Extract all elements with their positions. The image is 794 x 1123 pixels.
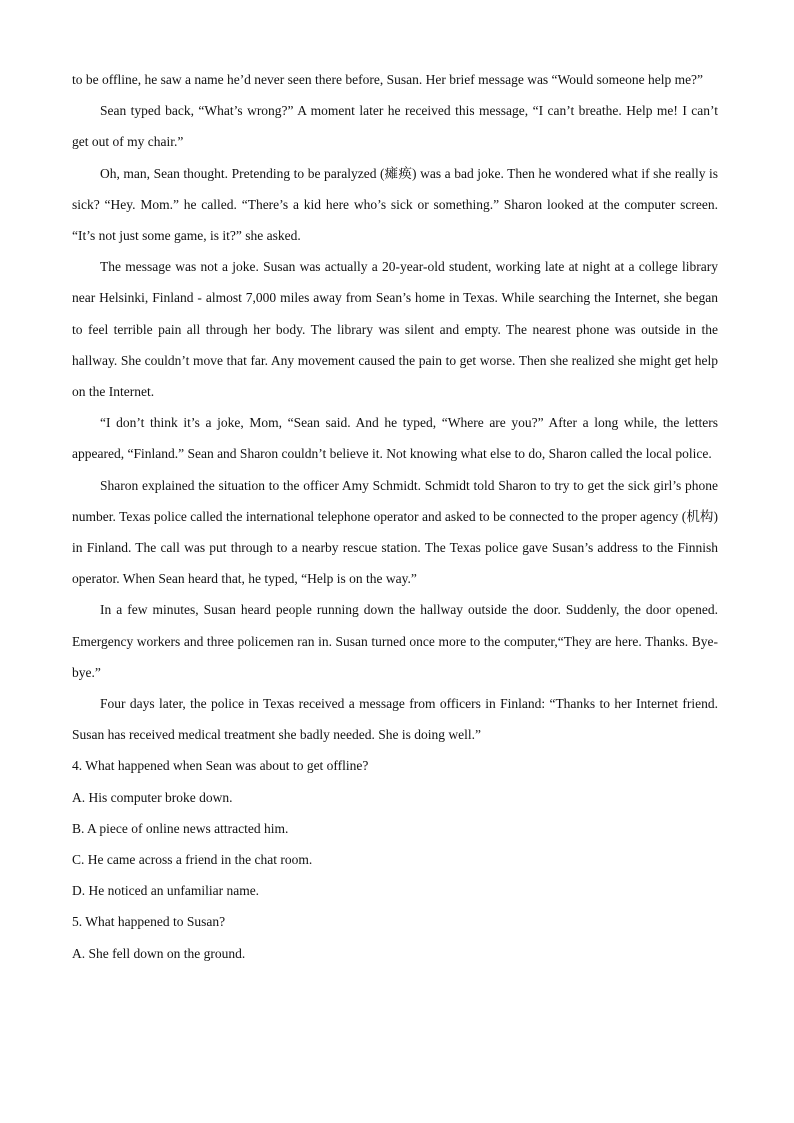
- question-5-option-a: A. She fell down on the ground.: [72, 945, 246, 961]
- question-5: [72, 906, 718, 968]
- question-4-stem: 4. What happened when Sean was about to get offline?: [72, 758, 369, 774]
- passage-paragraph-4: The message was not a joke. Susan was actually a 20-year-old student, working late at night at a college library near Helsinki, Finland - almost 7,000 miles away from Sean’s home in Texas. While searching the Internet, she began to feel terrible pain all through her body. The library was silent and empty. The nearest phone was outside in the hallway. She couldn’t move that far. Any movement caused the pain to get worse. Then she realized she might get help on the Internet.: [72, 259, 718, 400]
- reading-passage: [72, 64, 718, 750]
- question-5-stem: 5. What happened to Susan?: [72, 914, 226, 930]
- question-4-option-b: B. A piece of online news attracted him.: [72, 820, 289, 836]
- passage-paragraph-6: Sharon explained the situation to the officer Amy Schmidt. Schmidt told Sharon to try to get the sick girl’s phone number. Texas police called the international telephone operator and asked to be connected to the proper agency (机构) in Finland. The call was put through to a nearby rescue station. The Texas police gave Susan’s address to the Finnish operator. When Sean heard that, he typed, “Help is on the way.”: [72, 477, 718, 587]
- question-4-option-c: C. He came across a friend in the chat room.: [72, 852, 313, 868]
- document-page: [72, 64, 718, 969]
- passage-paragraph-7: In a few minutes, Susan heard people running down the hallway outside the door. Suddenly, the door opened. Emergency workers and three policemen ran in. Susan turned once more to the computer,“They are here. Thanks. Bye-bye.”: [72, 602, 718, 680]
- question-4-option-d: D. He noticed an unfamiliar name.: [72, 883, 260, 899]
- passage-paragraph-5: “I don’t think it’s a joke, Mom, “Sean said. And he typed, “Where are you?” After a long while, the letters appeared, “Finland.” Sean and Sharon couldn’t believe it. Not knowing what else to do, Sharon called the local police.: [72, 415, 718, 462]
- question-4: [72, 750, 718, 906]
- passage-paragraph-2: Sean typed back, “What’s wrong?” A moment later he received this message, “I can’t breathe. Help me! I can’t get out of my chair.”: [72, 103, 718, 150]
- passage-paragraph-1: to be offline, he saw a name he’d never seen there before, Susan. Her brief message was “Would someone help me?”: [72, 72, 704, 87]
- passage-paragraph-8: Four days later, the police in Texas received a message from officers in Finland: “Thanks to her Internet friend. Susan has received medical treatment she badly needed. She is doing well.”: [72, 696, 718, 743]
- passage-paragraph-3: Oh, man, Sean thought. Pretending to be paralyzed (瘫痪) was a bad joke. Then he wondered what if she really is sick? “Hey. Mom.” he called. “There’s a kid here who’s sick or something.” Sharon looked at the computer screen. “It’s not just some game, is it?” she asked.: [72, 165, 718, 244]
- question-4-option-a: A. His computer broke down.: [72, 789, 233, 805]
